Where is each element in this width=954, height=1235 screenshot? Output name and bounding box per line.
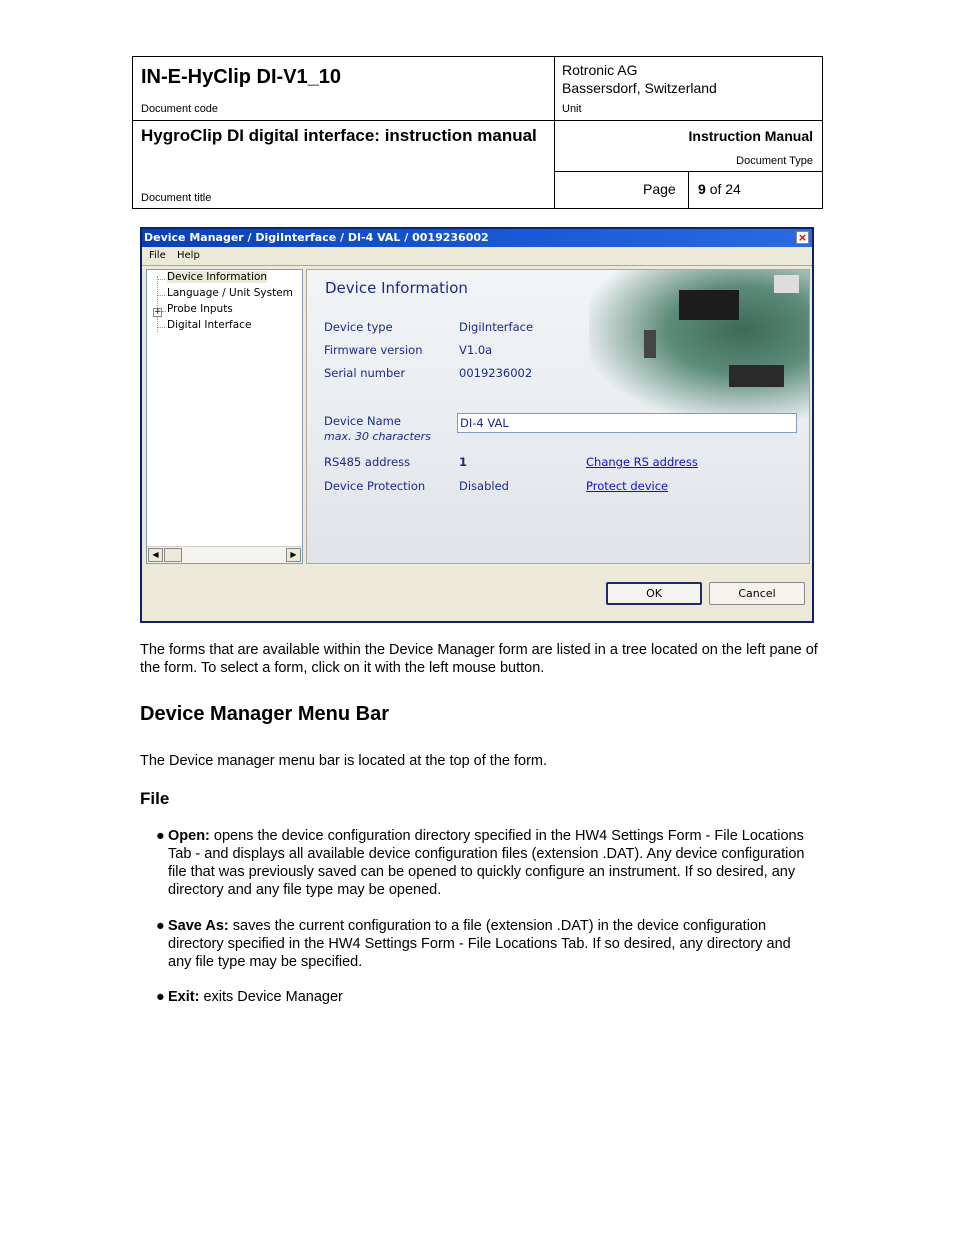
window-title: Device Manager / DigiInterface / DI-4 VAL / 0019236002 [144, 231, 489, 244]
ok-button[interactable]: OK [606, 582, 702, 605]
firmware-value: V1.0a [459, 343, 493, 357]
bullet-description: exits Device Manager [203, 989, 343, 1005]
change-rs-address-link[interactable]: Change RS address [586, 455, 698, 469]
section-heading: Device Manager Menu Bar [140, 703, 389, 725]
document-title-label: Document title [141, 192, 212, 204]
unit-label: Unit [562, 103, 582, 115]
bullet-icon: ● [156, 989, 165, 1005]
chip-graphic [774, 275, 799, 293]
divider [133, 120, 822, 121]
document-type-label: Document Type [736, 155, 813, 167]
device-type-value: DigiInterface [459, 320, 534, 334]
unit-name: Rotronic AG [562, 62, 638, 78]
close-icon[interactable]: × [797, 231, 808, 244]
menu-file[interactable]: File [149, 250, 166, 261]
tree-line [162, 311, 166, 312]
divider [554, 57, 555, 208]
device-information-panel [306, 269, 810, 564]
bullet-icon: ● [156, 918, 165, 934]
page-total: of 24 [709, 181, 741, 197]
cancel-button[interactable]: Cancel [709, 582, 805, 605]
circuit-board-image [589, 270, 809, 420]
intro-paragraph: The forms that are available within the Device Manager form are listed in a tree located on the left pane of the form. To select a form, click on it with the left mouse button. [140, 642, 818, 676]
bullet-text [168, 988, 816, 1006]
bullet-icon: ● [156, 828, 165, 844]
document-type: Instruction Manual [688, 128, 813, 144]
tree-item-probe-inputs[interactable]: Probe Inputs [167, 303, 233, 315]
bullet-text [168, 827, 816, 899]
device-name-label: Device Name [324, 414, 401, 428]
device-name-hint: max. 30 characters [324, 430, 431, 443]
device-protection-label: Device Protection [324, 479, 426, 493]
document-header [132, 56, 823, 209]
serial-value: 0019236002 [459, 366, 533, 380]
scroll-right-icon[interactable]: ▶ [286, 548, 301, 562]
window-titlebar [142, 229, 812, 247]
device-protection-value: Disabled [459, 479, 509, 493]
tree-line [157, 279, 165, 280]
menu-intro-paragraph: The Device manager menu bar is located at the top of the form. [140, 753, 548, 769]
tree-line [157, 276, 158, 332]
tree-item-language-unit-system[interactable]: Language / Unit System [167, 287, 293, 299]
form-tree [146, 269, 303, 564]
device-name-input[interactable]: DI-4 VAL [457, 413, 797, 433]
horizontal-scrollbar[interactable] [147, 546, 302, 563]
bullet-term: Save As: [168, 918, 229, 934]
tree-line [157, 327, 165, 328]
expand-icon[interactable]: + [154, 307, 162, 317]
tree-line [157, 295, 165, 296]
bullet-description: saves the current configuration to a file (extension .DAT) in the device configuration directory specified in the HW4 Settings Form - File Locations Tab. If so desired, any directory and any file type may be specified. [168, 918, 791, 970]
chip-graphic [644, 330, 656, 358]
menu-bar [142, 247, 812, 266]
tree-item-digital-interface[interactable]: Digital Interface [167, 319, 252, 331]
serial-label: Serial number [324, 366, 406, 380]
page-label: Page [643, 181, 676, 197]
rs485-label: RS485 address [324, 455, 411, 469]
firmware-label: Firmware version [324, 343, 423, 357]
bullet-text [168, 917, 816, 971]
bullet-term: Exit: [168, 989, 200, 1005]
document-code-label: Document code [141, 103, 219, 115]
page-current: 9 [698, 181, 706, 197]
bullet-description: opens the device configuration directory specified in the HW4 Settings Form - File Locations Tab - and displays all available device configuration files (extension .DAT). Any device configuration file that was previously saved can be opened to quickly configure an instrument. If so desired, any directory and any file type may be opened. [168, 828, 805, 898]
document-title: HygroClip DI digital interface: instruction manual [141, 126, 537, 145]
page-number [698, 181, 741, 197]
panel-title: Device Information [325, 279, 468, 297]
chip-graphic [679, 290, 739, 320]
divider [688, 172, 689, 208]
chip-graphic [729, 365, 784, 387]
subsection-heading: File [140, 789, 170, 808]
scroll-thumb[interactable] [164, 548, 182, 562]
scroll-left-icon[interactable]: ◀ [148, 548, 163, 562]
document-code: IN-E-HyClip DI-V1_10 [141, 66, 342, 88]
device-type-label: Device type [324, 320, 393, 334]
tree-item-device-information[interactable]: Device Information [167, 271, 268, 283]
unit-location: Bassersdorf, Switzerland [562, 80, 717, 96]
protect-device-link[interactable]: Protect device [586, 479, 669, 493]
rs485-value: 1 [459, 455, 468, 469]
menu-help[interactable]: Help [177, 250, 200, 261]
bullet-term: Open: [168, 828, 210, 844]
device-manager-window [140, 227, 814, 623]
